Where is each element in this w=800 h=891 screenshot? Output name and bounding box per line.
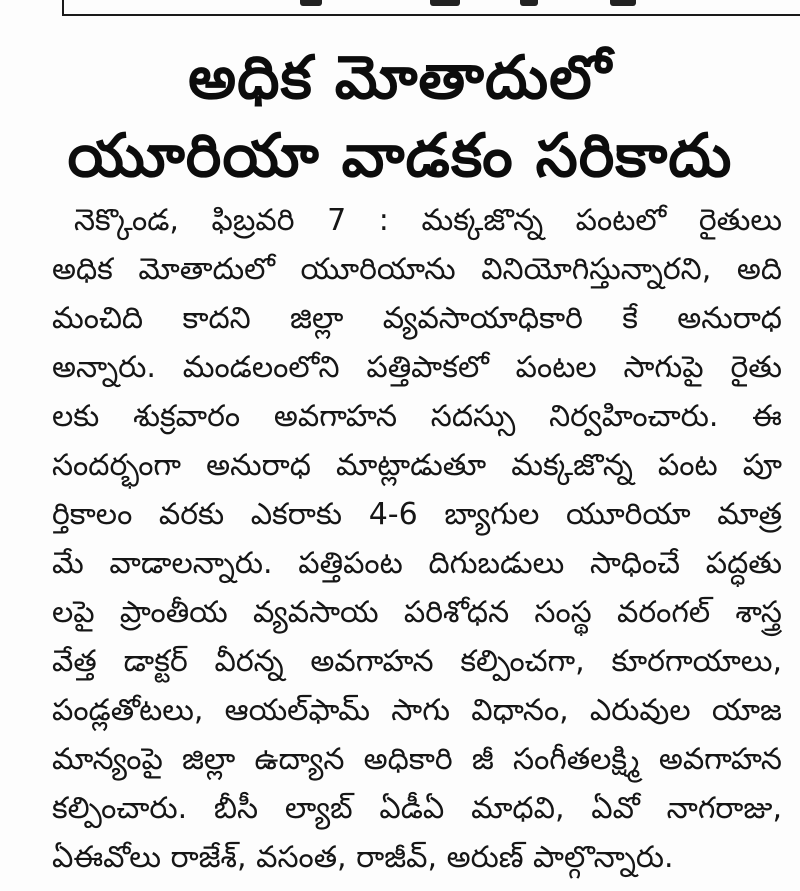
body-line: పండ్లతోటలు, ఆయల్‌ఫామ్ సాగు విధానం, ఎరువుల యాజ <box>52 693 782 728</box>
cropped-text-fragment <box>520 0 538 6</box>
body-line: అన్నారు. మండలంలోని పత్తిపాకలో పంటల సాగుపై రైతు <box>52 350 782 385</box>
cropped-text-fragment <box>300 0 322 6</box>
body-line: కల్పించారు. బీసీ ల్యాబ్ ఏడీఏ మాధవి, ఏవో నాగరాజు, <box>52 791 782 826</box>
body-line: మాన్యంపై జిల్లా ఉద్యాన అధికారి జీ సంగీతలక్ష్మి అవగాహన <box>52 742 782 777</box>
body-line: నెక్కొండ, ఫిబ్రవరి 7 : మక్కజొన్న పంటలో రైతులు <box>74 203 782 238</box>
headline-line-2: యూరియా వాడకం సరికాదు <box>67 121 733 191</box>
headline-line-1: అధిక మోతాదులో <box>188 43 612 113</box>
body-line: ఏఈవోలు రాజేశ్, వసంత, రాజీవ్, అరుణ్ పాల్గొన్నారు. <box>52 840 674 875</box>
cropped-text-fragment <box>610 0 636 6</box>
column-rule-horizontal <box>62 14 800 16</box>
body-line: ర్తికాలం వరకు ఎకరాకు 4-6 బ్యాగుల యూరియా మాత్ర <box>52 497 782 532</box>
article-body <box>52 196 782 882</box>
body-line: అధిక మోతాదులో యూరియాను వినియోగిస్తున్నారని, అది <box>52 252 782 287</box>
body-line: మే వాడాలన్నారు. పత్తిపంట దిగుబడులు సాధించే పద్ధతు <box>52 546 782 581</box>
body-line: మంచిది కాదని జిల్లా వ్యవసాయాధికారి కే అనురాధ <box>52 301 782 336</box>
body-line: లపై ప్రాంతీయ వ్యవసాయ పరిశోధన సంస్థ వరంగల్ శాస్త్ర <box>52 595 782 630</box>
body-line: లకు శుక్రవారం అవగాహన సదస్సు నిర్వహించారు. ఈ <box>52 399 782 434</box>
body-line: వేత్త డాక్టర్ వీరన్న అవగాహన కల్పించగా, కూరగాయాలు, <box>52 644 782 679</box>
cropped-text-fragment <box>430 0 460 6</box>
body-line: సందర్భంగా అనురాధ మాట్లాడుతూ మక్కజొన్న పంట పూ <box>52 448 782 483</box>
